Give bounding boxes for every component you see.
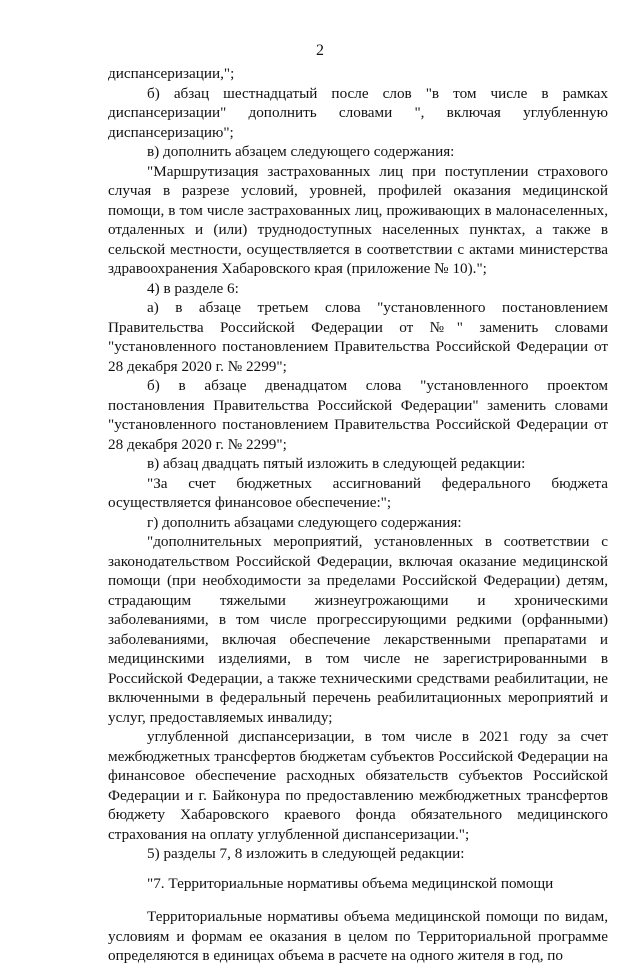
paragraph: в) дополнить абзацем следующего содержания: [147, 143, 455, 160]
paragraph: 4) в разделе 6: [147, 279, 239, 297]
paragraph: "Маршрутизация застрахованных лиц при поступлении страхового случая в разрезе условий, уровней, профилей оказания медицинской помощи, в том числе застрахованных лиц, проживающих в малонаселенных, отдаленных и (или) труднодоступных населенных пунктах, а также в сельской местности, осуществляется в соответствии с актами министерства здравоохранения Хабаровского края (приложение № 10)."; [108, 162, 608, 277]
section-heading: "7. Территориальные нормативы объема медицинской помощи [147, 874, 554, 892]
page-number: 2 [316, 42, 324, 59]
paragraph: г) дополнить абзацами следующего содержания: [147, 513, 462, 531]
paragraph: "За счет бюджетных ассигнований федерального бюджета осуществляется финансовое обеспечение:"; [108, 474, 608, 511]
paragraph: Территориальные нормативы объема медицинской помощи по видам, условиям и формам ее оказания в целом по Территориальной программе определяются в единицах объема в расчете на одного жителя в год, по [108, 908, 608, 964]
paragraph: 5) разделы 7, 8 изложить в следующей редакции: [147, 845, 465, 862]
paragraph: в) абзац двадцать пятый изложить в следующей редакции: [147, 455, 526, 472]
paragraph: "дополнительных мероприятий, установленных в соответствии с законодательством Российской Федерации, включая оказание медицинской помощи (при необходимости за пределами Российской Федерации) детям, страдающим тяжелыми жизнеугрожающими и хроническими заболеваниями, в том числе прогрессирующими редкими (орфанными) заболеваниями, включая обеспечение лекарственными препаратами и медицинскими изделиями, в том числе не зарегистрированными в Российской Федерации, а также техническими средствами реабилитации, не включенными в федеральный перечень реабилитационных мероприятий и услуг, предоставляемых инвалиду; [108, 533, 608, 726]
paragraph: б) в абзаце двенадцатом слова "установленного проектом постановления Правительства Российской Федерации" заменить словами "установленного постановлением Правительства Российской Федерации от 28 декабря 2020 г. № 2299"; [108, 377, 608, 453]
document-body [108, 64, 608, 966]
paragraph: б) абзац шестнадцатый после слов "в том числе в рамках диспансеризации" дополнить словами ", включая углубленную диспансеризацию"; [108, 84, 608, 141]
paragraph: диспансеризации,"; [108, 65, 235, 82]
paragraph: углубленной диспансеризации, в том числе в 2021 году за счет межбюджетных трансфертов бюджетам субъектов Российской Федерации на финансовое обеспечение расходных обязательств субъектов Российской Федерации и г. Байконура по предоставлению межбюджетных трансфертов бюджету Хабаровского краевого фонда обязательного медицинского страхования на оплату углубленной диспансеризации."; [108, 728, 608, 843]
paragraph: а) в абзаце третьем слова "установленного постановлением Правительства Российской Федерации от №" заменить словами "установленного постановлением Правительства Российской Федерации от 28 декабря 2020 г. № 2299"; [108, 299, 608, 375]
